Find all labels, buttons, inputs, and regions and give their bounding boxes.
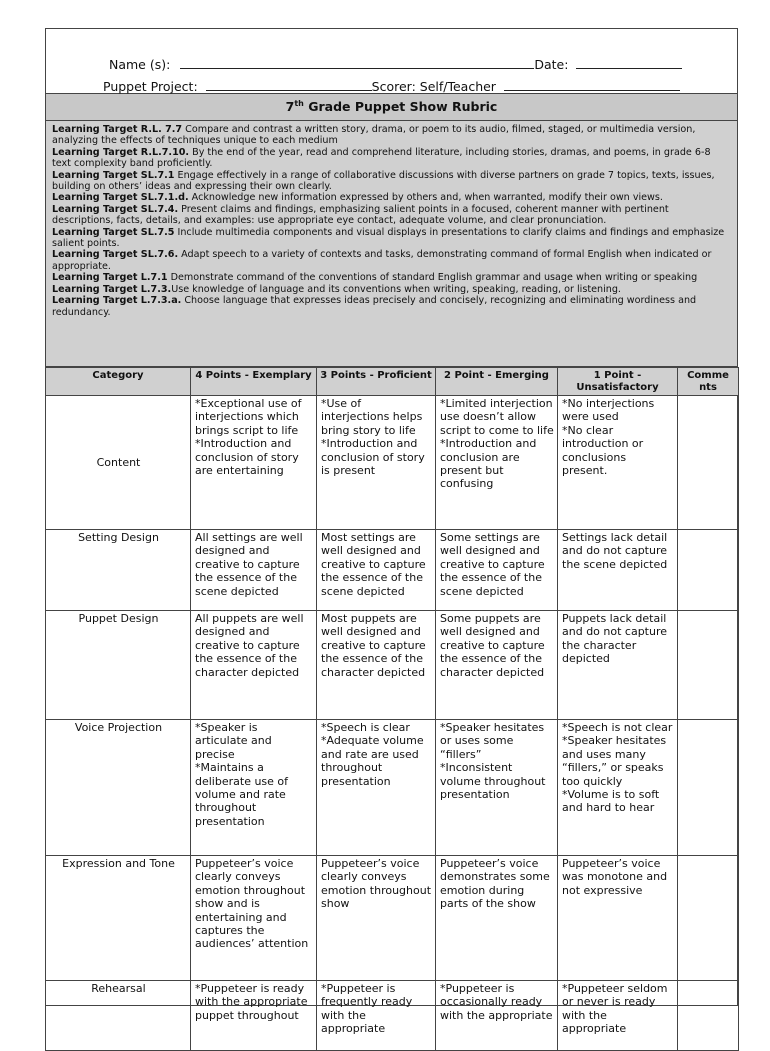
header-unsatisfactory: 1 Point - Unsatisfactory: [558, 368, 678, 396]
emerging-cell: Puppeteer’s voice demonstrates some emotion during parts of the show: [436, 856, 558, 981]
learning-targets: [46, 121, 737, 367]
date-label: Date:: [534, 57, 569, 72]
learning-target: Learning Target L.7.1 Demonstrate command of the conventions of standard English grammar and usage when writing or speaking: [52, 272, 698, 284]
proficient-cell: *Puppeteer is frequently ready with the appropriate: [317, 981, 436, 1051]
comments-cell[interactable]: [678, 530, 739, 611]
rubric-title: 7th Grade Puppet Show Rubric: [46, 93, 737, 121]
proficient-cell: *Speech is clear *Adequate volume and rate are used throughout presentation: [317, 720, 436, 856]
emerging-cell: Some settings are well designed and creative to capture the essence of the scene depicted: [436, 530, 558, 611]
exemplary-cell: Puppeteer’s voice clearly conveys emotion throughout show and is entertaining and captures the audiences’ attention: [191, 856, 317, 981]
comments-cell[interactable]: [678, 720, 739, 856]
rubric-sheet: [45, 28, 738, 1036]
unsatisfactory-cell: *No interjections were used *No clear introduction or conclusions present.: [558, 396, 678, 530]
header-proficient: 3 Points - Proficient: [317, 368, 436, 396]
table-row: [46, 856, 739, 981]
proficient-cell: Most puppets are well designed and creative to capture the essence of the character depicted: [317, 611, 436, 720]
table-row: [46, 396, 739, 530]
learning-target: Learning Target SL.7.6. Adapt speech to a variety of contexts and tasks, demonstrating command of formal English when indicated or appropriate.: [52, 249, 712, 272]
proficient-cell: *Use of interjections helps bring story to life *Introduction and conclusion of story is present: [317, 396, 436, 530]
project-field[interactable]: [206, 78, 372, 91]
comments-cell[interactable]: [678, 396, 739, 530]
exemplary-cell: *Exceptional use of interjections which brings script to life *Introduction and conclusion of story are entertaining: [191, 396, 317, 530]
comments-cell[interactable]: [678, 611, 739, 720]
table-row: [46, 981, 739, 1051]
emerging-cell: *Puppeteer is occasionally ready with the appropriate: [436, 981, 558, 1051]
emerging-cell: *Speaker hesitates or uses some “fillers” *Inconsistent volume throughout presentation: [436, 720, 558, 856]
proficient-cell: Most settings are well designed and creative to capture the essence of the scene depicted: [317, 530, 436, 611]
scorer-field[interactable]: [504, 78, 680, 91]
table-row: [46, 720, 739, 856]
exemplary-cell: All puppets are well designed and creative to capture the essence of the character depicted: [191, 611, 317, 720]
learning-target: Learning Target SL.7.1.d. Acknowledge new information expressed by others and, when warranted, modify their own views.: [52, 192, 663, 204]
table-row: [46, 611, 739, 720]
exemplary-cell: *Puppeteer is ready with the appropriate puppet throughout: [191, 981, 317, 1051]
learning-target: Learning Target SL.7.5 Include multimedia components and visual displays in presentations to clarify claims and findings and emphasize salient points.: [52, 226, 725, 250]
exemplary-cell: *Speaker is articulate and precise *Maintains a deliberate use of volume and rate throughout presentation: [191, 720, 317, 856]
table-header-row: [46, 368, 739, 396]
header-comments: Comme nts: [678, 368, 739, 396]
category-cell: Rehearsal: [46, 981, 191, 1051]
category-cell: Voice Projection: [46, 720, 191, 856]
names-field[interactable]: [180, 56, 534, 69]
learning-target: Learning Target L.7.3.Use knowledge of language and its conventions when writing, speaking, reading, or listening.: [52, 283, 621, 295]
project-label: Puppet Project:: [103, 79, 198, 94]
category-cell: Setting Design: [46, 530, 191, 611]
learning-target: Learning Target SL.7.1 Engage effectively in a range of collaborative discussions with diverse partners on grade 7 topics, texts, issues, building on others’ ideas and expressing their own clearly.: [52, 169, 715, 193]
unsatisfactory-cell: Puppeteer’s voice was monotone and not expressive: [558, 856, 678, 981]
category-cell: Expression and Tone: [46, 856, 191, 981]
emerging-cell: *Limited interjection use doesn’t allow script to come to life *Introduction and conclusion are present but confusing: [436, 396, 558, 530]
names-label: Name (s):: [109, 57, 171, 72]
learning-target: Learning Target L.7.3.a. Choose language that expresses ideas precisely and concisely, recognizing and eliminating wordiness and redundancy.: [52, 295, 697, 318]
header-emerging: 2 Point - Emerging: [436, 368, 558, 396]
header-category: Category: [46, 368, 191, 396]
comments-cell[interactable]: [678, 856, 739, 981]
header-exemplary: 4 Points - Exemplary: [191, 368, 317, 396]
unsatisfactory-cell: Settings lack detail and do not capture the scene depicted: [558, 530, 678, 611]
exemplary-cell: All settings are well designed and creative to capture the essence of the scene depicted: [191, 530, 317, 611]
unsatisfactory-cell: Puppets lack detail and do not capture the character depicted: [558, 611, 678, 720]
scorer-label: Scorer: Self/Teacher: [371, 79, 496, 94]
table-row: [46, 530, 739, 611]
rubric-table: [45, 367, 739, 1051]
learning-target: Learning Target SL.7.4. Present claims and findings, emphasizing salient points in a focused, coherent manner with pertinent descriptions, facts, details, and examples: use appropriate eye contact, adequate volume, and clear pronunciation.: [52, 203, 669, 227]
category-cell: Content: [46, 396, 191, 530]
comments-cell[interactable]: [678, 981, 739, 1051]
unsatisfactory-cell: *Speech is not clear *Speaker hesitates and uses many “fillers,” or speaks too quickly *Volume is to soft and hard to hear: [558, 720, 678, 856]
form-header: [46, 29, 737, 93]
emerging-cell: Some puppets are well designed and creative to capture the essence of the character depicted: [436, 611, 558, 720]
unsatisfactory-cell: *Puppeteer seldom or never is ready with the appropriate: [558, 981, 678, 1051]
date-field[interactable]: [576, 56, 682, 69]
learning-target: Learning Target R.L. 7.7 Compare and contrast a written story, drama, or poem to its audio, filmed, staged, or multimedia version, analyzing the effects of techniques unique to each medium: [52, 124, 696, 147]
category-cell: Puppet Design: [46, 611, 191, 720]
proficient-cell: Puppeteer’s voice clearly conveys emotion throughout show: [317, 856, 436, 981]
learning-target: Learning Target R.L.7.10. By the end of the year, read and comprehend literature, including stories, dramas, and poems, in grade 6-8 text complexity band proficiently.: [52, 146, 711, 170]
